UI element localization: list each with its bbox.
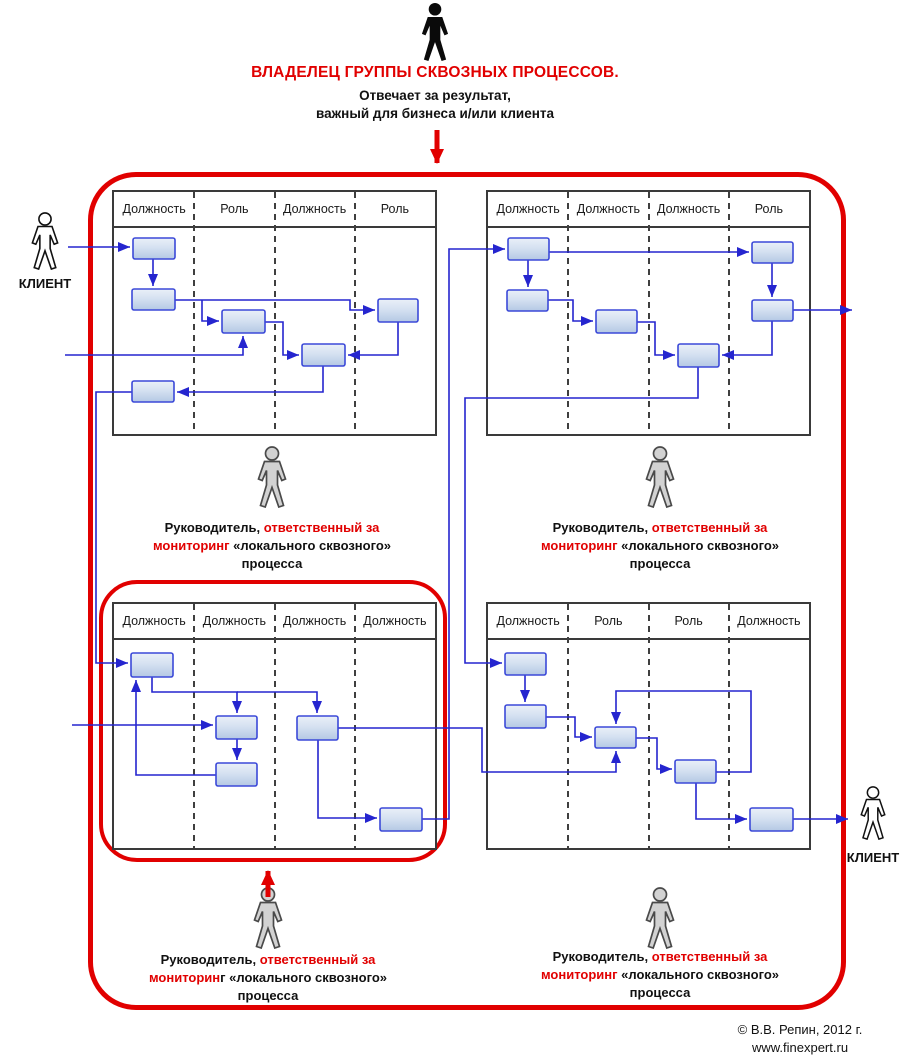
- client-label-left: КЛИЕНТ: [18, 276, 72, 291]
- lane-label: Роль: [674, 614, 703, 628]
- lane-divider: [274, 192, 276, 434]
- footer: [690, 1021, 910, 1057]
- lane-divider: [728, 192, 730, 434]
- client-icon-left: [24, 212, 66, 270]
- lane-divider: [354, 192, 356, 434]
- lane-label: Роль: [380, 202, 410, 216]
- owner-subtitle-line1: Отвечает за результат,: [359, 88, 511, 103]
- manager-caption-bottom-right: Руководитель, ответственный за мониторинг «локального сквозного» процесса: [540, 949, 780, 1000]
- manager-caption-bottom-left: Руководитель, ответственный за мониторинг «локального сквозного» процесса: [148, 952, 387, 1003]
- lane-label: Роль: [220, 202, 249, 216]
- copyright-text: © В.В. Репин, 2012 г.: [737, 1022, 863, 1037]
- lane-divider: [567, 192, 569, 434]
- lane-label: Должность: [496, 202, 560, 216]
- swimlane-diagram-top-right: [486, 190, 811, 436]
- manager-caption-top-left: Руководитель, ответственный за мониторинг «локального сквозного» процесса: [152, 520, 392, 571]
- lane-divider: [354, 604, 356, 848]
- process-group-owner-icon: [413, 2, 457, 62]
- lane-divider: [193, 604, 195, 848]
- lane-label: Должность: [363, 614, 427, 628]
- owner-subtitle: [0, 87, 870, 123]
- manager-icon-bottom-left: [247, 887, 289, 949]
- manager-icon-top-right: [639, 446, 681, 508]
- manager-caption-top-right: Руководитель, ответственный за мониторинг «локального сквозного» процесса: [540, 520, 780, 571]
- lane-label: Должность: [656, 202, 721, 216]
- lane-divider: [728, 604, 730, 848]
- manager-icon-bottom-right: [639, 887, 681, 949]
- owner-subtitle-line2: важный для бизнеса и/или клиента: [315, 106, 555, 121]
- owner-title: ВЛАДЕЛЕЦ ГРУППЫ СКВОЗНЫХ ПРОЦЕССОВ.: [251, 64, 619, 81]
- client-icon-right: [853, 786, 893, 840]
- client-label-right: КЛИЕНТ: [846, 850, 900, 865]
- lane-label: Должность: [122, 614, 186, 628]
- lane-label: Должность: [576, 202, 641, 216]
- manager-icon-top-left: [251, 446, 293, 508]
- swimlane-diagram-bottom-right: [486, 602, 811, 850]
- lane-label: Должность: [282, 614, 347, 628]
- swimlane-diagram-top-left: [112, 190, 437, 436]
- lane-divider: [193, 192, 195, 434]
- lane-label: Роль: [754, 202, 784, 216]
- lane-divider: [274, 604, 276, 848]
- lane-divider: [648, 604, 650, 848]
- lane-label: Должность: [282, 202, 347, 216]
- lane-label: Роль: [594, 614, 623, 628]
- website-text: www.finexpert.ru: [751, 1040, 849, 1055]
- lane-divider: [567, 604, 569, 848]
- lane-label: Должность: [122, 202, 186, 216]
- lane-label: Должность: [496, 614, 560, 628]
- swimlane-diagram-bottom-left: [112, 602, 437, 850]
- lane-divider: [648, 192, 650, 434]
- lane-label: Должность: [202, 614, 267, 628]
- lane-label: Должность: [737, 614, 801, 628]
